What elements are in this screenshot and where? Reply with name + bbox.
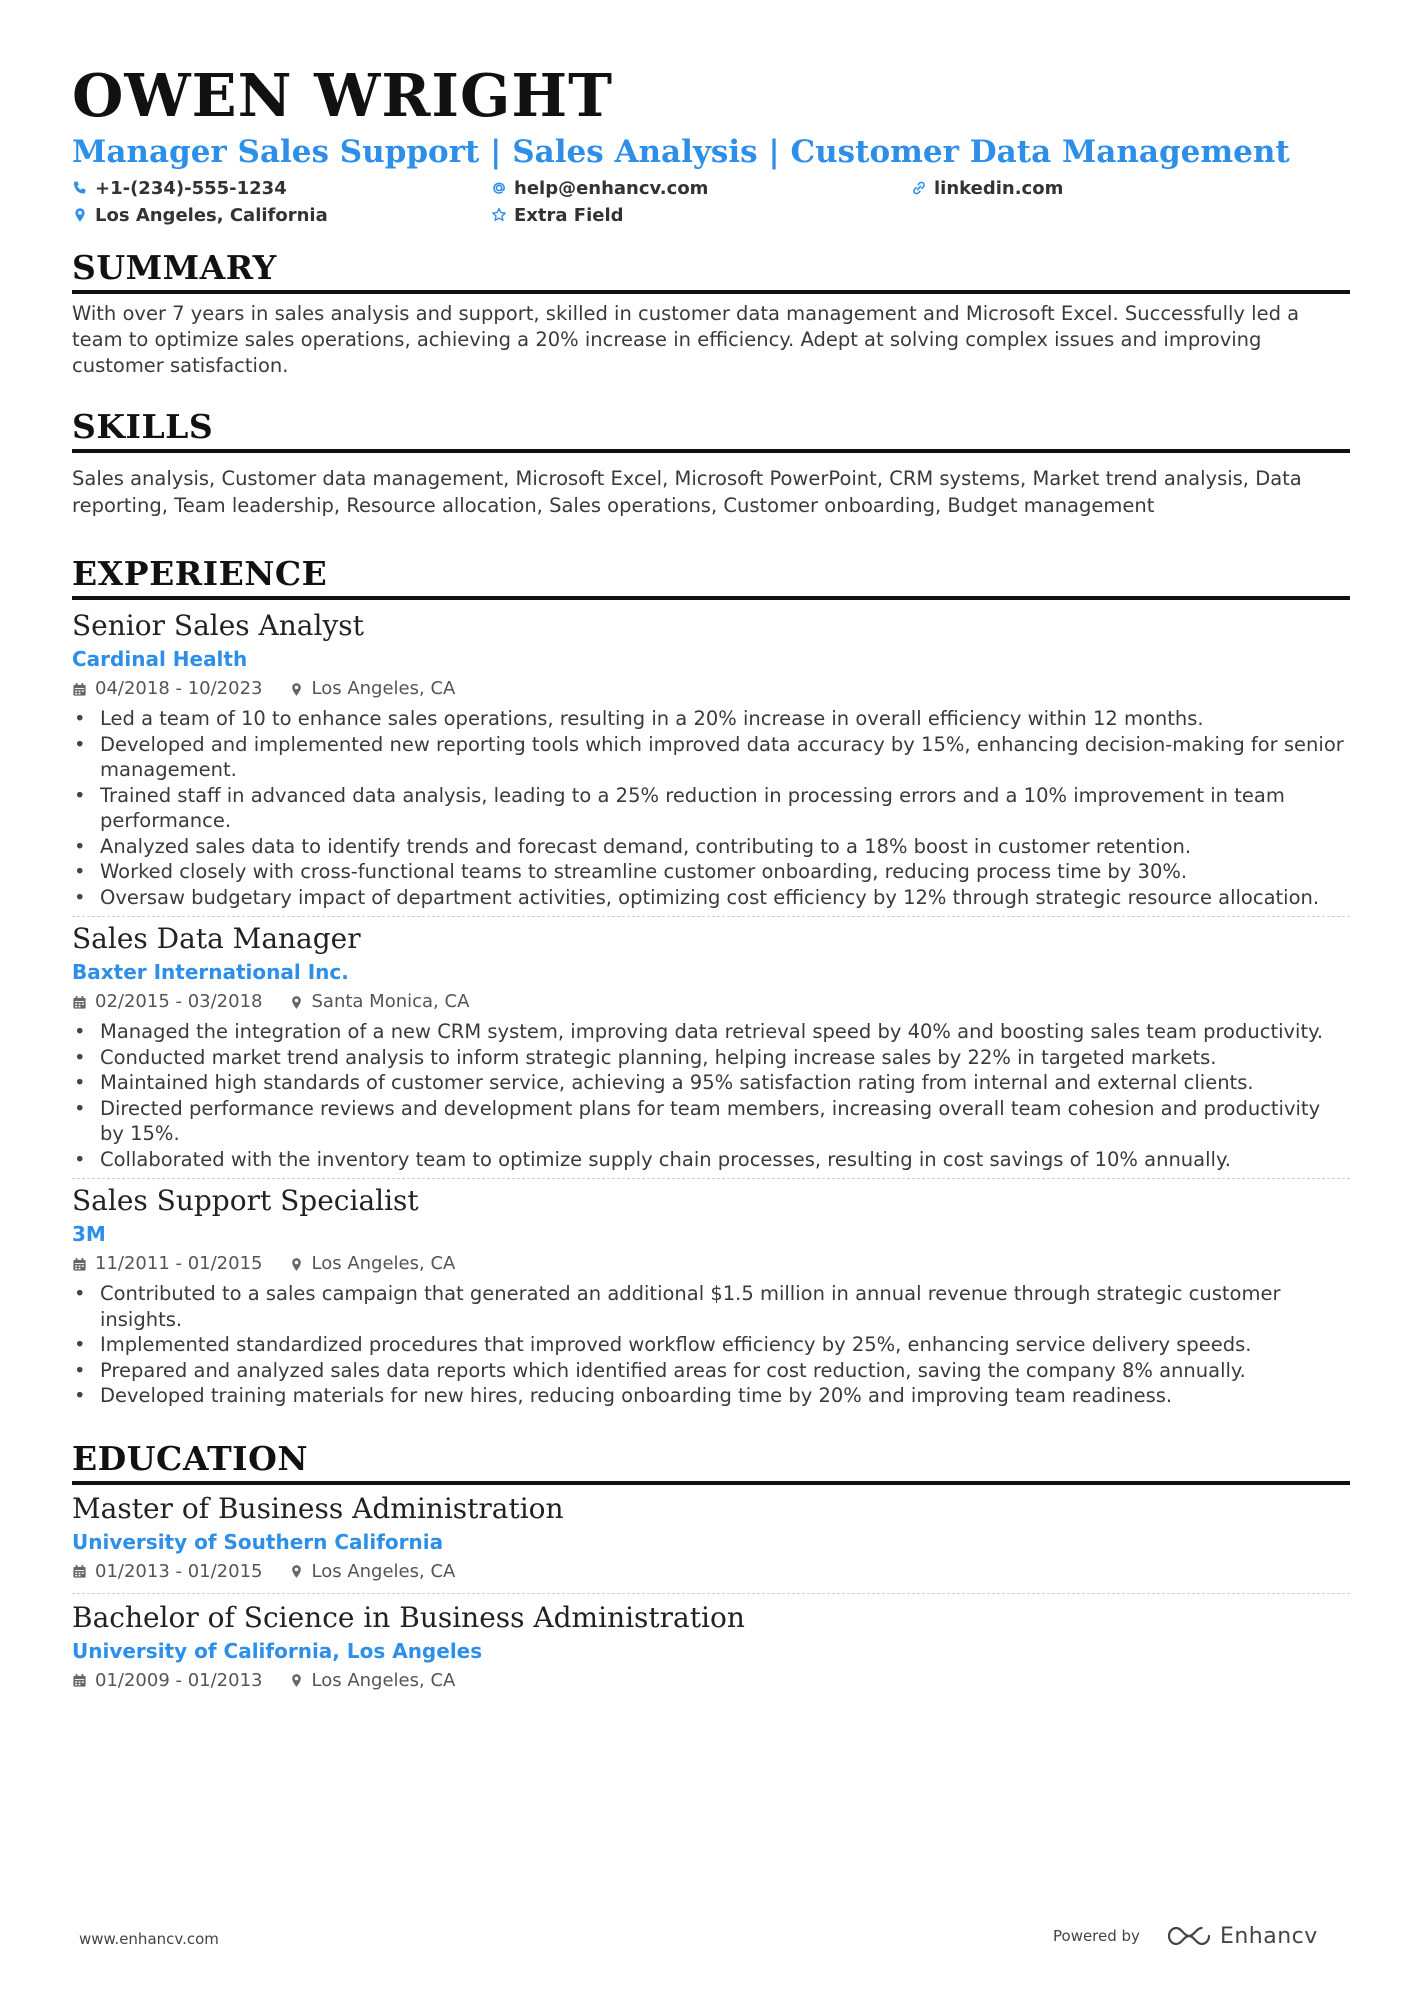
- headline: Manager Sales Support | Sales Analysis | Customer Data Management: [72, 134, 1290, 170]
- enhancv-brand: Enhancv: [1219, 1923, 1318, 1949]
- school-name: University of Southern California: [72, 1529, 444, 1554]
- company-name: 3M: [72, 1222, 106, 1246]
- candidate-name: OWEN WRIGHT: [72, 61, 614, 130]
- degree-title: Master of Business Administration: [72, 1491, 564, 1525]
- entry-divider: [72, 1593, 1350, 1594]
- section-divider: [72, 290, 1350, 294]
- job-bullets: [72, 1281, 1350, 1409]
- education-location: Los Angeles, CA: [311, 1560, 456, 1582]
- contact-info: [72, 175, 1350, 231]
- job-meta: [72, 1249, 1350, 1279]
- company-name: Cardinal Health: [72, 647, 248, 671]
- calendar-icon: [72, 682, 87, 697]
- resume-page: [72, 60, 1350, 1696]
- experience-title: EXPERIENCE: [72, 554, 328, 593]
- contact-extra: [491, 202, 624, 228]
- experience-entry: [72, 921, 1350, 1179]
- enhancv-logo-icon: [1166, 1924, 1212, 1948]
- skills-section: [72, 407, 1350, 519]
- company-name: Baxter International Inc.: [72, 960, 349, 984]
- calendar-icon: [72, 1673, 87, 1688]
- degree-title: Bachelor of Science in Business Administration: [72, 1600, 745, 1634]
- experience-section: [72, 554, 1350, 1409]
- job-meta: [72, 987, 1350, 1017]
- list-item: • Analyzed sales data to identify trends and forecast demand, contributing to a 18% boost in customer retention.: [72, 834, 1350, 860]
- contact-phone[interactable]: [72, 175, 287, 201]
- section-divider: [72, 449, 1350, 453]
- at-icon: [491, 180, 507, 196]
- experience-entry: [72, 608, 1350, 917]
- education-dates: 01/2013 - 01/2015: [95, 1560, 263, 1582]
- calendar-icon: [72, 995, 87, 1010]
- skills-title: SKILLS: [72, 407, 214, 446]
- map-pin-icon: [289, 682, 304, 697]
- star-icon: [491, 207, 507, 223]
- list-item: • Led a team of 10 to enhance sales operations, resulting in a 20% increase in overall efficiency within 12 months.: [72, 706, 1350, 732]
- calendar-icon: [72, 1564, 87, 1579]
- list-item: • Worked closely with cross-functional teams to streamline customer onboarding, reducing process time by 30%.: [72, 859, 1350, 885]
- linkedin-text: linkedin.com: [934, 177, 1064, 199]
- education-location: Los Angeles, CA: [311, 1669, 456, 1691]
- job-location: Los Angeles, CA: [311, 1253, 456, 1274]
- list-item: • Oversaw budgetary impact of department activities, optimizing cost efficiency by 12% through strategic resource allocation.: [72, 885, 1350, 911]
- education-section: [72, 1439, 1350, 1696]
- phone-text: +1-(234)-555-1234: [95, 177, 287, 199]
- phone-icon: [72, 180, 88, 196]
- map-pin-icon: [289, 1257, 304, 1272]
- map-pin-icon: [72, 207, 88, 223]
- contact-location: [72, 202, 328, 228]
- skills-text: Sales analysis, Customer data management, Microsoft Excel, Microsoft PowerPoint, CRM systems, Market trend analysis, Data reporting, Team leadership, Resource allocation, Sales operations, Customer onboarding, Budget management: [72, 467, 1302, 517]
- footer-branding: [1053, 1918, 1318, 1954]
- job-bullets: [72, 706, 1350, 910]
- link-icon: [911, 180, 927, 196]
- job-meta: [72, 674, 1350, 704]
- job-dates: 04/2018 - 10/2023: [95, 678, 263, 699]
- list-item: • Directed performance reviews and development plans for team members, increasing overall team cohesion and productivity by 15%.: [72, 1096, 1350, 1147]
- list-item: • Implemented standardized procedures that improved workflow efficiency by 25%, enhancing service delivery speeds.: [72, 1332, 1350, 1358]
- school-name: University of California, Los Angeles: [72, 1638, 483, 1663]
- map-pin-icon: [289, 995, 304, 1010]
- experience-entry: [72, 1183, 1350, 1409]
- list-item: • Developed and implemented new reporting tools which improved data accuracy by 15%, enhancing decision-making for senior management.: [72, 732, 1350, 783]
- list-item: • Maintained high standards of customer service, achieving a 95% satisfaction rating from internal and external clients.: [72, 1070, 1350, 1096]
- footer-website[interactable]: www.enhancv.com: [79, 1930, 219, 1948]
- job-location: Los Angeles, CA: [311, 678, 456, 699]
- list-item: • Contributed to a sales campaign that generated an additional $1.5 million in annual revenue through strategic customer insights.: [72, 1281, 1350, 1332]
- education-entry: [72, 1491, 1350, 1594]
- list-item: • Conducted market trend analysis to inform strategic planning, helping increase sales by 22% in targeted markets.: [72, 1045, 1350, 1071]
- education-title: EDUCATION: [72, 1438, 309, 1478]
- job-title: Senior Sales Analyst: [72, 609, 364, 642]
- contact-linkedin[interactable]: [911, 175, 1063, 201]
- summary-section: [72, 248, 1350, 379]
- section-divider: [72, 1481, 1350, 1485]
- calendar-icon: [72, 1257, 87, 1272]
- list-item: • Collaborated with the inventory team to optimize supply chain processes, resulting in cost savings of 10% annually.: [72, 1147, 1350, 1173]
- education-dates: 01/2009 - 01/2013: [95, 1669, 263, 1691]
- contact-email[interactable]: [491, 175, 708, 201]
- section-divider: [72, 596, 1350, 600]
- map-pin-icon: [289, 1673, 304, 1688]
- entry-divider: [72, 916, 1350, 917]
- summary-text: With over 7 years in sales analysis and support, skilled in customer data management and Microsoft Excel. Successfully led a team to optimize sales operations, achieving a 20% increase in efficiency. Adept at solving complex issues and improving customer satisfaction.: [72, 302, 1300, 377]
- job-title: Sales Data Manager: [72, 922, 361, 955]
- list-item: • Trained staff in advanced data analysis, leading to a 25% reduction in processing errors and a 10% improvement in team performance.: [72, 783, 1350, 834]
- entry-divider: [72, 1178, 1350, 1179]
- powered-by-label: Powered by: [1053, 1927, 1140, 1945]
- education-entry: [72, 1600, 1350, 1696]
- extra-text: Extra Field: [514, 204, 624, 226]
- list-item: • Managed the integration of a new CRM system, improving data retrieval speed by 40% and boosting sales team productivity.: [72, 1019, 1350, 1045]
- job-title: Sales Support Specialist: [72, 1184, 419, 1217]
- job-dates: 11/2011 - 01/2015: [95, 1253, 263, 1274]
- list-item: • Prepared and analyzed sales data reports which identified areas for cost reduction, saving the company 8% annually.: [72, 1358, 1350, 1384]
- education-meta: [72, 1557, 1350, 1587]
- job-location: Santa Monica, CA: [311, 991, 470, 1012]
- map-pin-icon: [289, 1564, 304, 1579]
- list-item: • Developed training materials for new hires, reducing onboarding time by 20% and improving team readiness.: [72, 1383, 1350, 1409]
- summary-title: SUMMARY: [72, 248, 277, 287]
- location-text: Los Angeles, California: [95, 204, 328, 226]
- job-bullets: [72, 1019, 1350, 1172]
- job-dates: 02/2015 - 03/2018: [95, 991, 263, 1012]
- education-meta: [72, 1666, 1350, 1696]
- email-text: help@enhancv.com: [514, 177, 709, 199]
